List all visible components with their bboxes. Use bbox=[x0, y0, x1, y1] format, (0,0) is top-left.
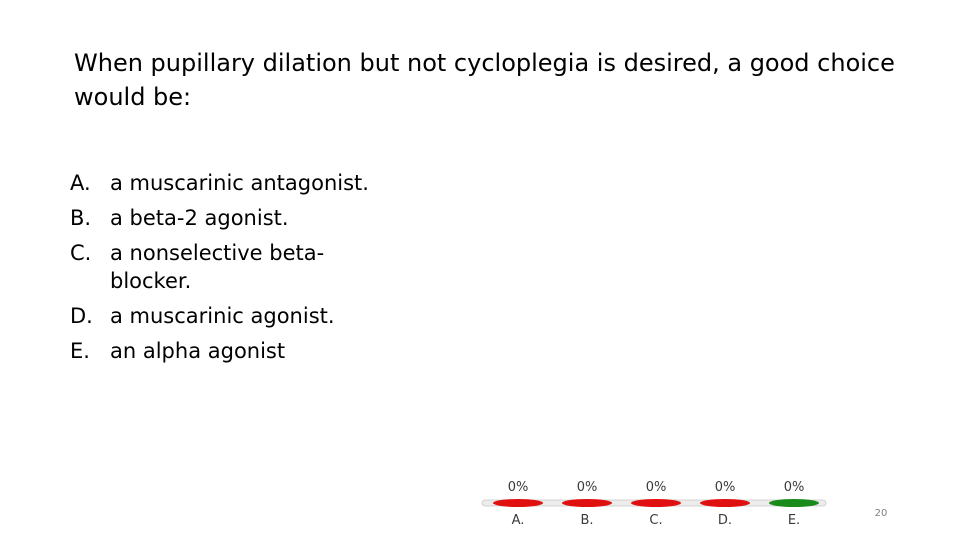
poll-category-label: C. bbox=[649, 513, 663, 528]
option-text: a nonselective beta-blocker. bbox=[110, 241, 325, 293]
poll-value-label: 0% bbox=[576, 480, 598, 495]
poll-value-label: 0% bbox=[714, 480, 736, 495]
option-a bbox=[70, 169, 380, 197]
poll-category-label: B. bbox=[580, 513, 594, 528]
option-letter: E. bbox=[70, 339, 90, 363]
option-letter: A. bbox=[70, 171, 91, 195]
poll-value-label: 0% bbox=[783, 480, 805, 495]
poll-results-chart bbox=[480, 470, 830, 530]
option-text: an alpha agonist bbox=[110, 339, 286, 363]
page-number: 20 bbox=[874, 508, 888, 519]
poll-bar-base bbox=[493, 499, 543, 507]
option-e bbox=[70, 337, 380, 365]
poll-category-label: E. bbox=[787, 513, 801, 528]
answer-options bbox=[70, 169, 380, 372]
poll-bar-base bbox=[631, 499, 681, 507]
option-d bbox=[70, 302, 380, 330]
option-letter: B. bbox=[70, 206, 92, 230]
option-c bbox=[70, 239, 380, 295]
option-text: a beta-2 agonist. bbox=[110, 206, 289, 230]
option-text: a muscarinic agonist. bbox=[110, 304, 335, 328]
poll-category-label: D. bbox=[717, 513, 733, 528]
poll-bar-base bbox=[562, 499, 612, 507]
option-letter: D. bbox=[70, 304, 93, 328]
poll-value-label: 0% bbox=[645, 480, 667, 495]
poll-bar-base bbox=[700, 499, 750, 507]
poll-bar-base bbox=[769, 499, 819, 507]
poll-value-label: 0% bbox=[507, 480, 529, 495]
poll-category-label: A. bbox=[511, 513, 525, 528]
question-text: When pupillary dilation but not cycloplegia is desired, a good choice would be: bbox=[74, 49, 895, 111]
poll-chart-svg bbox=[480, 470, 830, 530]
option-letter: C. bbox=[70, 241, 92, 265]
option-text: a muscarinic antagonist. bbox=[110, 171, 369, 195]
option-b bbox=[70, 204, 380, 232]
